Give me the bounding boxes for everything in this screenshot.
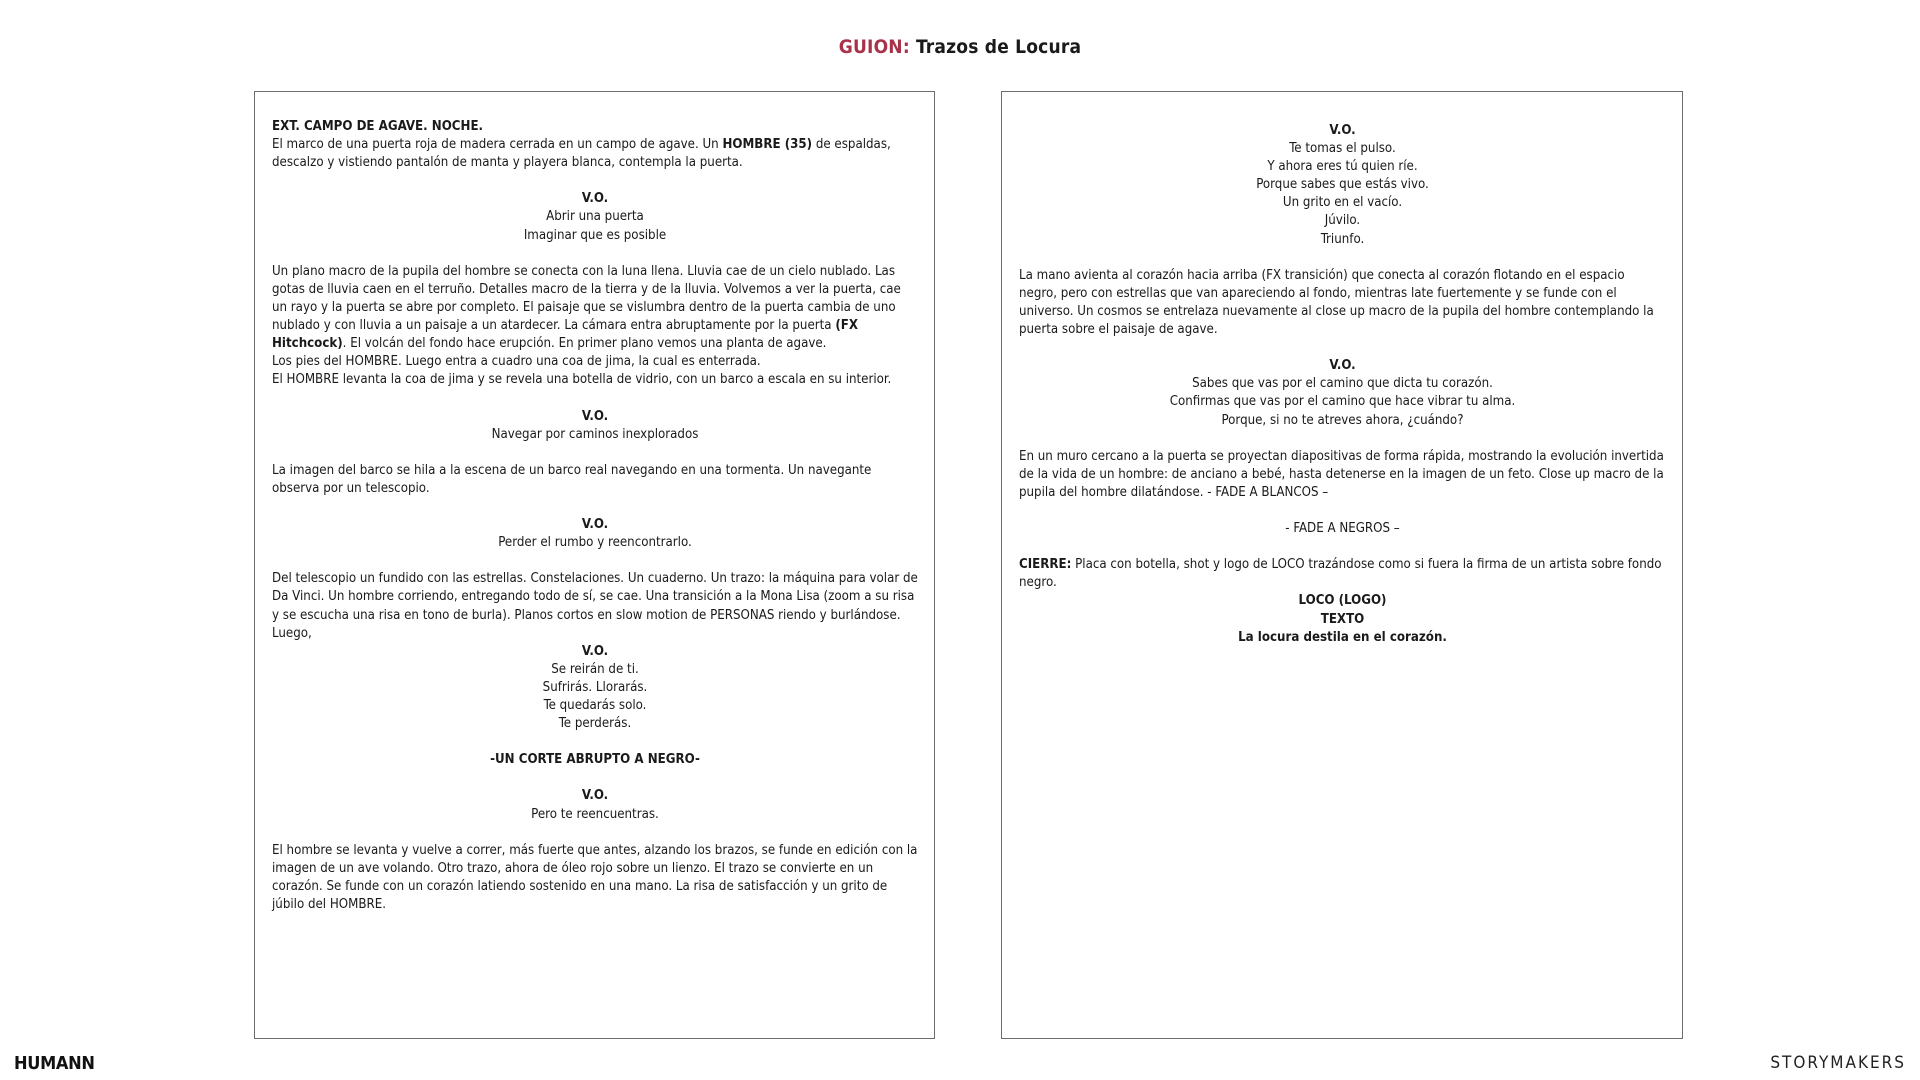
script-page-left — [254, 91, 935, 1039]
script-page-right — [1001, 91, 1683, 1039]
logo-line: LOCO (LOGO) — [1298, 593, 1387, 609]
dialogue-line: Navegar por caminos inexplorados — [491, 426, 699, 442]
closing-label: CIERRE: — [1019, 557, 1072, 573]
text-run: Un plano macro de la pupila del hombre se conecta con la luna llena. Lluvia cae de un cielo nublado. Las gotas de lluvia caen en el terruño. Detalles macro de la tierra y de la lluvia. Volvemos a ver la puerta, cae un rayo y la puerta se abre por completo. El paisaje que se vislumbra dentro de la puerta cambia de uno nublado y con lluvia a un paisaje a un atardecer. La cámara entra abruptamente por la puerta — [272, 263, 901, 334]
transition-cut: -UN CORTE ABRUPTO A NEGRO- — [490, 752, 700, 768]
dialogue-line: Un grito en el vacío. — [1282, 195, 1403, 211]
dialogue-line: Te perderás. — [558, 716, 632, 732]
dialogue-line: Triunfo. — [1320, 231, 1365, 247]
action-paragraph: El HOMBRE levanta la coa de jima y se revela una botella de vidrio, con un barco a escala en su interior. — [272, 372, 892, 388]
action-paragraph — [272, 136, 918, 172]
voice-over-label: V.O. — [1329, 123, 1356, 138]
dialogue-line: Pero te reencuentras. — [531, 806, 659, 822]
humann-logo: HUMANN — [14, 1053, 95, 1074]
action-paragraph: Del telescopio un fundido con las estrellas. Constelaciones. Un cuaderno. Un trazo: la máquina para volar de Da Vinci. Un hombre corriendo, entregando todo de sí, se cae. Una transición a la Mona Lisa (zoom a su risa y se escucha una risa en tono de burla). Planos cortos en slow motion de PERSONAS riendo y burlándose. Luego, — [272, 571, 918, 641]
action-paragraph — [272, 263, 918, 353]
text-run: . El volcán del fondo hace erupción. En primer plano vemos una planta de agave. — [342, 336, 827, 352]
dialogue-line: Perder el rumbo y reencontrarlo. — [498, 535, 692, 551]
dialogue-line: Confirmas que vas por el camino que hace vibrar tu alma. — [1169, 394, 1516, 410]
scene-heading: EXT. CAMPO DE AGAVE. NOCHE. — [272, 119, 484, 134]
transition-fade: - FADE A NEGROS – — [1285, 521, 1400, 537]
tagline: La locura destila en el corazón. — [1238, 629, 1447, 645]
dialogue-line: Porque, si no te atreves ahora, ¿cuándo? — [1221, 412, 1464, 428]
voice-over-label: V.O. — [581, 517, 609, 533]
dialogue-line: Imaginar que es posible — [523, 227, 667, 243]
closing-paragraph — [1019, 556, 1666, 592]
title-prefix: GUION: — [838, 36, 910, 58]
voice-over-label: V.O. — [1329, 358, 1356, 374]
page-title — [0, 36, 1920, 58]
dialogue-line: Porque sabes que estás vivo. — [1256, 177, 1429, 193]
storymakers-logo: STORYMAKERS — [1770, 1053, 1906, 1073]
dialogue-line: Se reirán de ti. — [551, 661, 639, 677]
text-run: Placa con botella, shot y logo de LOCO trazándose como si fuera la firma de un artista sobre fondo negro. — [1019, 557, 1662, 591]
action-paragraph: La mano avienta al corazón hacia arriba (FX transición) que conecta al corazón flotando en el espacio negro, pero con estrellas que van apareciendo al fondo, mientras late fuertemente y se funde con el universo. Un cosmos se entrelaza nuevamente al close up macro de la pupila del hombre contemplando la puerta sobre el paisaje de agave. — [1019, 267, 1654, 338]
dialogue-line: Te quedarás solo. — [543, 698, 647, 713]
action-paragraph: La imagen del barco se hila a la escena de un barco real navegando en una tormenta. Un navegante observa por un telescopio. — [272, 462, 872, 496]
character-intro: HOMBRE (35) — [722, 137, 813, 153]
title-text: Trazos de Locura — [916, 36, 1082, 58]
voice-over-label: V.O. — [581, 643, 609, 659]
dialogue-line: Sabes que vas por el camino que dicta tu corazón. — [1192, 376, 1493, 392]
voice-over-label: V.O. — [581, 788, 609, 804]
voice-over-label: V.O. — [581, 408, 609, 424]
action-paragraph: Los pies del HOMBRE. Luego entra a cuadro una coa de jima, la cual es enterrada. — [272, 354, 761, 370]
texto-line: TEXTO — [1320, 611, 1365, 627]
dialogue-line: Abrir una puerta — [546, 209, 644, 225]
text-run: de espaldas, descalzo y vistiendo pantalón de manta y playera blanca, contempla la puerta. — [272, 137, 891, 171]
dialogue-line: Sufrirás. Llorarás. — [542, 679, 648, 695]
fx-note: (FX Hitchcock) — [272, 318, 859, 352]
voice-over-label: V.O. — [581, 191, 609, 207]
dialogue-line: Te tomas el pulso. — [1289, 141, 1396, 157]
text-run: El marco de una puerta roja de madera cerrada en un campo de agave. Un — [272, 137, 723, 153]
dialogue-line: Júvilo. — [1324, 213, 1361, 229]
dialogue-line: Y ahora eres tú quien ríe. — [1267, 159, 1418, 175]
action-paragraph: El hombre se levanta y vuelve a correr, más fuerte que antes, alzando los brazos, se funde en edición con la imagen de un ave volando. Otro trazo, ahora de óleo rojo sobre un lienzo. El trazo se convierte en un corazón. Se funde con un corazón latiendo sostenido en una mano. La risa de satisfacción y un grito de júbilo del HOMBRE. — [272, 842, 918, 913]
action-paragraph: En un muro cercano a la puerta se proyectan diapositivas de forma rápida, mostrando la evolución invertida de la vida de un hombre: de anciano a bebé, hasta detenerse en la imagen de un feto. Close up macro de la pupila del hombre dilatándose. - FADE A BLANCOS – — [1019, 448, 1664, 500]
